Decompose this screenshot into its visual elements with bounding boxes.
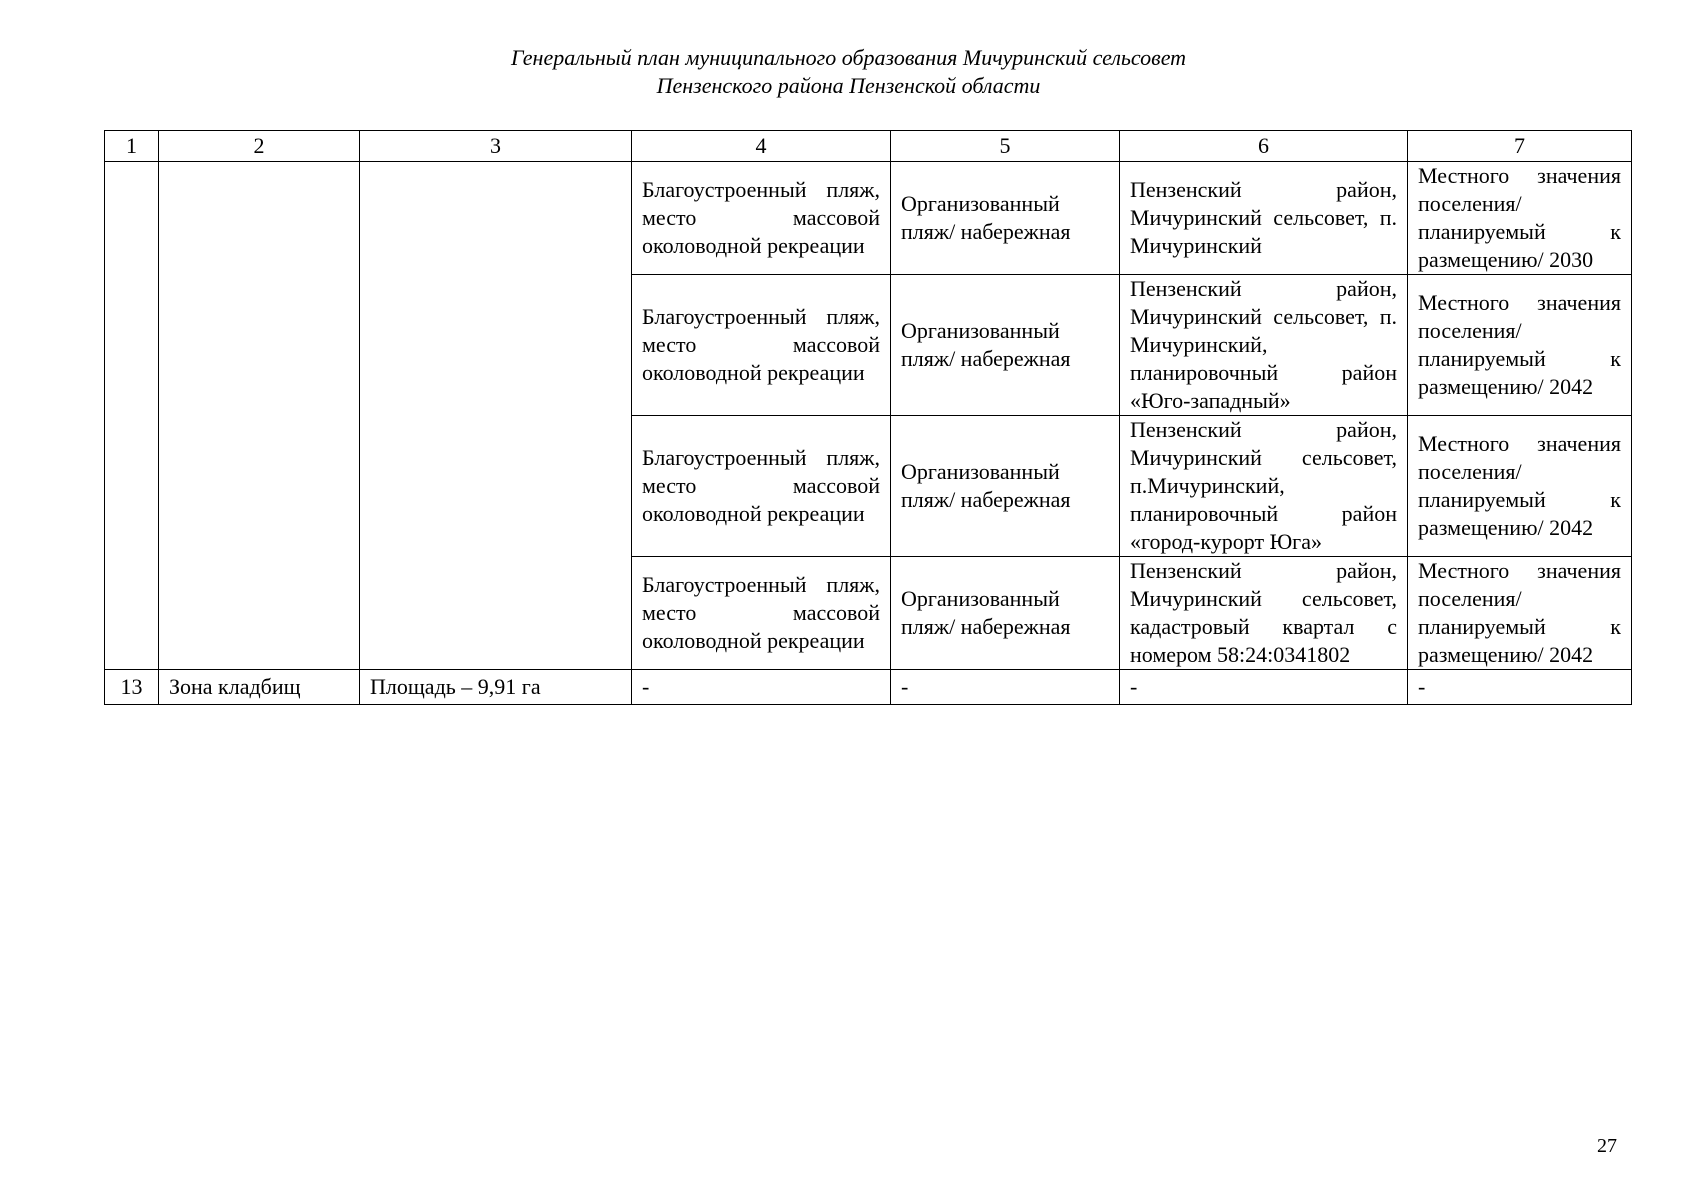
zone-name-cell: Зона кладбищ bbox=[159, 670, 360, 705]
column-header-3: 3 bbox=[360, 131, 632, 162]
location-cell: Пензенский район, Мичуринский сельсовет, кадастровый квартал с номером 58:24:0341802 bbox=[1120, 557, 1408, 670]
column-header-6: 6 bbox=[1120, 131, 1408, 162]
object-name-cell: Благоустроенный пляж, место массовой околоводной рекреации bbox=[632, 275, 891, 416]
row-number-cell: 13 bbox=[105, 670, 159, 705]
document-header bbox=[0, 44, 1697, 100]
object-type-cell: - bbox=[891, 670, 1120, 705]
location-cell: Пензенский район, Мичуринский сельсовет, п.Мичуринский, планировочный район «город-курорт Юга» bbox=[1120, 416, 1408, 557]
object-name-cell: - bbox=[632, 670, 891, 705]
status-cell: Местного значения поселения/ планируемый к размещению/ 2042 bbox=[1408, 416, 1632, 557]
location-cell: Пензенский район, Мичуринский сельсовет, п. Мичуринский, планировочный район «Юго-западный» bbox=[1120, 275, 1408, 416]
merged-cell-col3 bbox=[360, 162, 632, 670]
object-type-cell: Организованный пляж/ набережная bbox=[891, 557, 1120, 670]
merged-cell-col1 bbox=[105, 162, 159, 670]
object-type-cell: Организованный пляж/ набережная bbox=[891, 162, 1120, 275]
area-cell: Площадь – 9,91 га bbox=[360, 670, 632, 705]
merged-cell-col2 bbox=[159, 162, 360, 670]
page-number: 27 bbox=[1597, 1135, 1617, 1157]
column-number-row bbox=[105, 131, 1632, 162]
column-header-2: 2 bbox=[159, 131, 360, 162]
objects-table bbox=[104, 130, 1632, 705]
location-cell: Пензенский район, Мичуринский сельсовет, п. Мичуринский bbox=[1120, 162, 1408, 275]
column-header-5: 5 bbox=[891, 131, 1120, 162]
object-name-cell: Благоустроенный пляж, место массовой околоводной рекреации bbox=[632, 162, 891, 275]
location-cell: - bbox=[1120, 670, 1408, 705]
header-line-2: Пензенского района Пензенской области bbox=[656, 73, 1041, 98]
object-name-cell: Благоустроенный пляж, место массовой околоводной рекреации bbox=[632, 557, 891, 670]
object-type-cell: Организованный пляж/ набережная bbox=[891, 275, 1120, 416]
object-type-cell: Организованный пляж/ набережная bbox=[891, 416, 1120, 557]
table-row bbox=[105, 162, 1632, 275]
status-cell: Местного значения поселения/ планируемый к размещению/ 2042 bbox=[1408, 275, 1632, 416]
column-header-7: 7 bbox=[1408, 131, 1632, 162]
status-cell: Местного значения поселения/ планируемый к размещению/ 2042 bbox=[1408, 557, 1632, 670]
status-cell: - bbox=[1408, 670, 1632, 705]
table-row bbox=[105, 670, 1632, 705]
column-header-4: 4 bbox=[632, 131, 891, 162]
column-header-1: 1 bbox=[105, 131, 159, 162]
status-cell: Местного значения поселения/ планируемый к размещению/ 2030 bbox=[1408, 162, 1632, 275]
object-name-cell: Благоустроенный пляж, место массовой околоводной рекреации bbox=[632, 416, 891, 557]
header-line-1: Генеральный план муниципального образования Мичуринский сельсовет bbox=[510, 45, 1187, 70]
